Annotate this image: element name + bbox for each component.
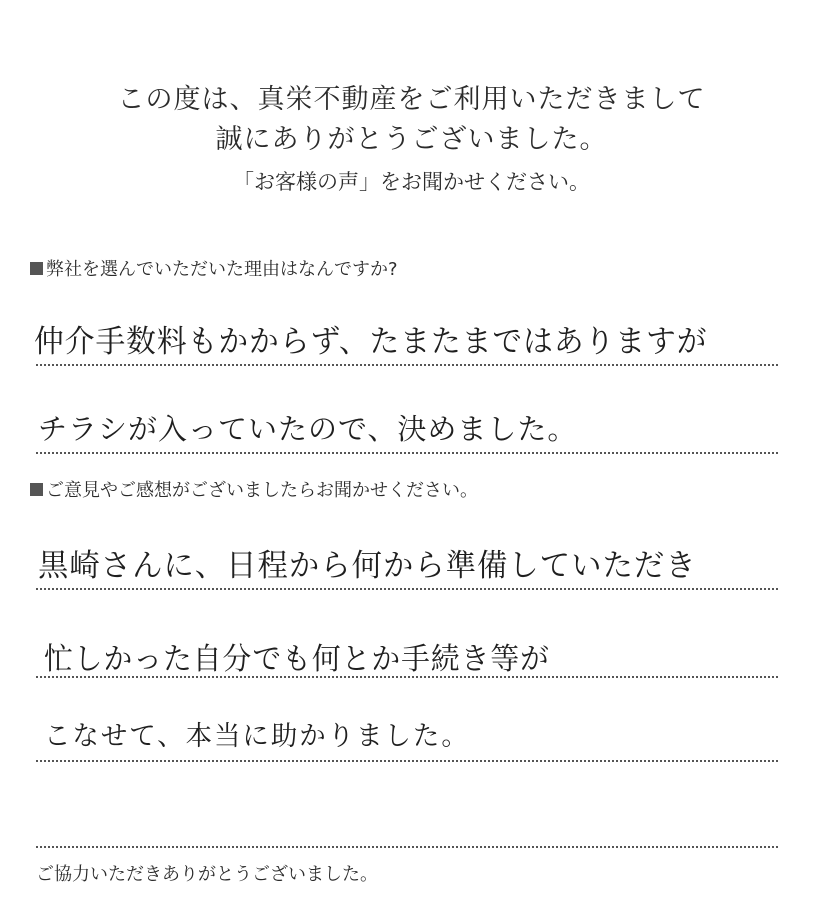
dotted-rule [36,676,778,678]
answer-reason-line-1: 仲介手数料もかからず、たまたまではありますが [34,324,708,360]
question-feedback [30,476,478,502]
answer-feedback-line-3: こなせて、本当に助かりました。 [44,721,470,752]
dotted-rule [36,364,778,366]
dotted-rule [36,452,778,454]
question-feedback-label: ご意見やご感想がございましたらお聞かせください。 [46,480,478,501]
dotted-rule [36,846,778,848]
square-bullet-icon [30,483,43,496]
square-bullet-icon [30,262,43,275]
dotted-rule [36,760,778,762]
answer-reason-line-2: チラシが入っていたので、決めました。 [38,412,578,446]
greeting-line-3: 「お客様の声」をお聞かせください。 [233,170,590,194]
question-reason-label: 弊社を選んでいただいた理由はなんですか? [46,259,398,280]
answer-feedback-line-1: 黒崎さんに、日程から何から準備していただき [38,548,697,584]
thank-you-footer: ご協力いただきありがとうございました。 [36,864,378,885]
question-reason [30,255,398,281]
greeting-line-2: 誠にありがとうございました。 [215,124,608,155]
dotted-rule [36,588,778,590]
greeting-line-1: この度は、真栄不動産をご利用いただきまして [117,84,706,115]
answer-feedback-line-2: 忙しかった自分でも何とか手続き等が [44,642,550,677]
